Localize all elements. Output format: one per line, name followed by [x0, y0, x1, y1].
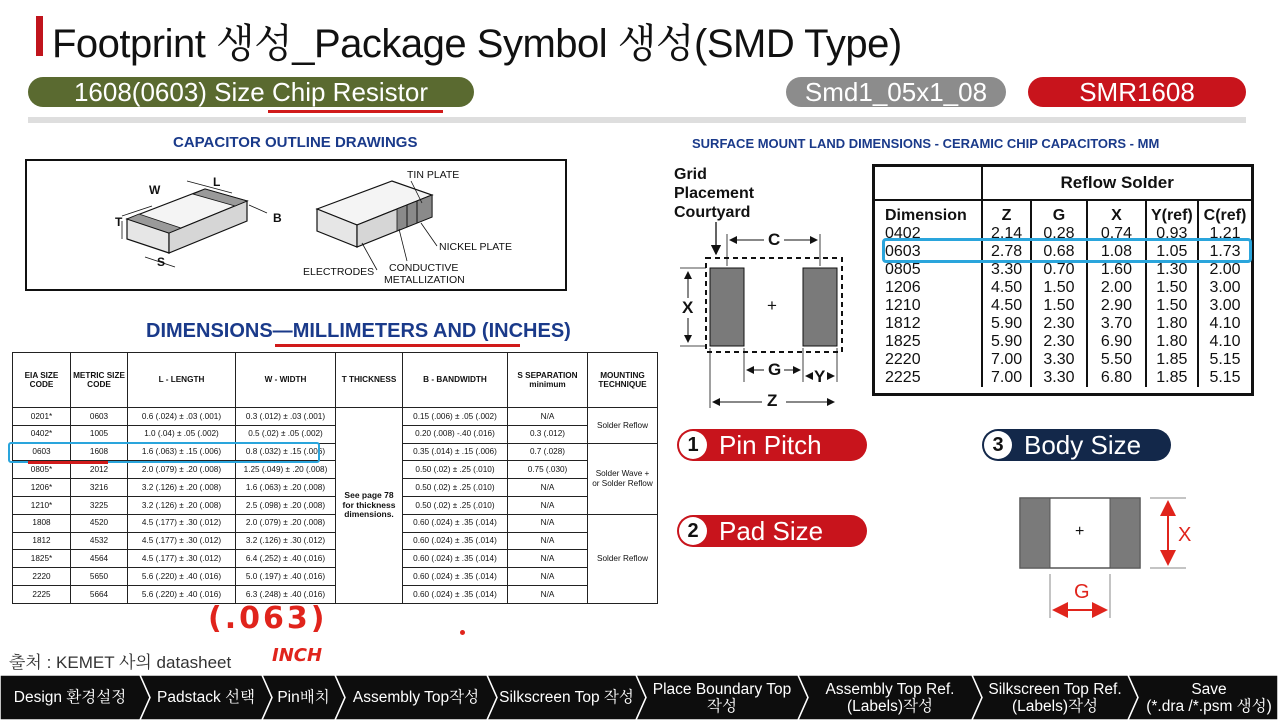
land-z-label: Z — [767, 391, 778, 410]
reflow-row — [874, 315, 1253, 333]
smr-code-pill: SMR1608 — [1028, 77, 1246, 107]
length-cell: 0.6 (.024) ± .03 (.001) — [128, 408, 236, 426]
length-cell: 1.0 (.04) ± .05 (.002) — [128, 425, 236, 443]
tin-plate-label: TIN PLATE — [407, 169, 460, 181]
table-row — [13, 585, 658, 603]
reflow-corner-cell — [874, 166, 983, 201]
separation-cell: N/A — [508, 479, 588, 497]
table-row — [13, 408, 658, 426]
reflow-value-cell: 2.90 — [1087, 297, 1145, 315]
reflow-value-cell: 7.00 — [982, 369, 1030, 387]
land-c-label: C — [768, 230, 781, 249]
reflow-value-cell: 0.93 — [1146, 225, 1198, 243]
width-cell: 0.5 (.02) ± .05 (.002) — [236, 425, 336, 443]
reflow-value-cell: 3.00 — [1198, 297, 1252, 315]
body-plus-label: + — [1075, 523, 1085, 540]
metric-cell: 2012 — [71, 461, 128, 479]
step-label: Padstack 선택 — [156, 689, 255, 706]
conductive-label: CONDUCTIVE — [389, 262, 459, 274]
reflow-value-cell: 3.30 — [1031, 369, 1087, 387]
reflow-value-cell: 1.21 — [1198, 225, 1252, 243]
length-cell: 5.6 (.220) ± .40 (.016) — [128, 585, 236, 603]
dimensions-title-suffix: MILLIMETERS AND (INCHES) — [292, 320, 571, 342]
separation-cell: 0.75 (.030) — [508, 461, 588, 479]
separation-cell: N/A — [508, 514, 588, 532]
table-row — [13, 550, 658, 568]
reflow-solder-table — [872, 164, 1254, 396]
header-separation: S SEPARATION minimum — [508, 353, 588, 408]
width-cell: 3.2 (.126) ± .30 (.012) — [236, 532, 336, 550]
title-accent-bar — [36, 16, 43, 56]
separation-cell: 0.7 (.028) — [508, 443, 588, 461]
bandwidth-cell: 0.60 (.024) ± .35 (.014) — [403, 585, 508, 603]
pad-size-text: Pad Size — [719, 516, 824, 546]
reflow-dimension-cell: 0805 — [885, 261, 921, 278]
body-size-callout — [982, 429, 1171, 461]
metric-cell: 0603 — [71, 408, 128, 426]
table-row — [13, 568, 658, 586]
eia-cell: 1812 — [13, 532, 71, 550]
table-row — [13, 514, 658, 532]
metric-cell: 4520 — [71, 514, 128, 532]
metric-cell: 5664 — [71, 585, 128, 603]
grid-label-line2: Placement — [674, 185, 755, 202]
body-x-label: X — [1178, 524, 1192, 546]
width-cell: 0.8 (.032) ± .15 (.006) — [236, 443, 336, 461]
reflow-header-cell: C(ref) — [1198, 200, 1252, 225]
separation-cell: 0.3 (.012) — [508, 425, 588, 443]
land-pattern-figure — [670, 222, 850, 417]
width-cell: 1.25 (.049) ± .20 (.008) — [236, 461, 336, 479]
bandwidth-cell: 0.50 (.02) ± .25 (.010) — [403, 479, 508, 497]
table-row — [13, 479, 658, 497]
pad-size-number: 2 — [679, 517, 707, 545]
mounting-cell: Solder Reflow — [588, 408, 658, 444]
electrodes-label: ELECTRODES — [303, 266, 375, 278]
bandwidth-cell: 0.50 (.02) ± .25 (.010) — [403, 496, 508, 514]
step-label: Assembly Top작성 — [352, 689, 480, 706]
land-g-label: G — [768, 360, 782, 379]
reflow-value-cell: 1.50 — [1146, 279, 1198, 297]
step-label: Save (*.dra /*.psm 생성) — [1146, 680, 1272, 715]
length-cell: 4.5 (.177) ± .30 (.012) — [128, 532, 236, 550]
table-row — [13, 425, 658, 443]
reflow-dimension-cell: 0402 — [885, 225, 921, 242]
bandwidth-cell: 0.15 (.006) ± .05 (.002) — [403, 408, 508, 426]
header-eia: EIA SIZE CODE — [13, 353, 71, 408]
capacitor-outline-drawing — [27, 161, 565, 289]
reflow-row — [874, 297, 1253, 315]
bandwidth-cell: 0.60 (.024) ± .35 (.014) — [403, 550, 508, 568]
reflow-dimension-cell: 2225 — [885, 369, 921, 386]
body-size-number: 3 — [984, 431, 1012, 459]
reflow-row — [874, 351, 1253, 369]
reflow-header-cell: Z — [982, 200, 1030, 225]
slide-title: Footprint 생성_Package Symbol 생성(SMD Type) — [52, 22, 902, 66]
dimensions-underline — [275, 344, 520, 347]
reflow-value-cell: 1.30 — [1146, 261, 1198, 279]
body-size-text: Body Size — [1024, 430, 1142, 460]
reflow-value-cell: 1.85 — [1146, 369, 1198, 387]
table-row — [13, 496, 658, 514]
outline-t-label: T — [115, 215, 123, 229]
bandwidth-cell: 0.60 (.024) ± .35 (.014) — [403, 532, 508, 550]
mounting-cell: Solder Reflow — [588, 514, 658, 603]
eia-cell: 0603 — [13, 443, 71, 461]
eia-cell: 2220 — [13, 568, 71, 586]
chip-resistor-pill: 1608(0603) Size Chip Resistor — [28, 77, 474, 107]
separation-cell: N/A — [508, 585, 588, 603]
outline-w-label: W — [149, 183, 161, 197]
reflow-dimension-cell: 2220 — [885, 351, 921, 368]
handwritten-inch: INCH — [272, 645, 323, 666]
length-cell: 4.5 (.177) ± .30 (.012) — [128, 550, 236, 568]
reflow-row — [874, 333, 1253, 351]
dimensions-title — [146, 320, 571, 343]
underline-0603-code — [28, 461, 108, 464]
reflow-value-cell: 2.78 — [982, 243, 1030, 261]
land-x-label: X — [682, 298, 694, 317]
reflow-header-cell: G — [1031, 200, 1087, 225]
bandwidth-cell: 0.50 (.02) ± .25 (.010) — [403, 461, 508, 479]
body-size-figure — [1010, 490, 1210, 625]
bandwidth-cell: 0.35 (.014) ± .15 (.006) — [403, 443, 508, 461]
header-width: W - WIDTH — [236, 353, 336, 408]
reflow-dimension-cell: 0603 — [885, 243, 921, 260]
reflow-value-cell: 4.50 — [982, 297, 1030, 315]
land-plus-label: + — [767, 296, 777, 315]
reflow-value-cell: 2.00 — [1087, 279, 1145, 297]
length-cell: 4.5 (.177) ± .30 (.012) — [128, 514, 236, 532]
bandwidth-cell: 0.60 (.024) ± .35 (.014) — [403, 568, 508, 586]
reflow-value-cell: 5.90 — [982, 315, 1030, 333]
width-cell: 6.3 (.248) ± .40 (.016) — [236, 585, 336, 603]
reflow-value-cell: 0.68 — [1031, 243, 1087, 261]
eia-cell: 1206* — [13, 479, 71, 497]
reflow-value-cell: 6.90 — [1087, 333, 1145, 351]
width-cell: 2.5 (.098) ± .20 (.008) — [236, 496, 336, 514]
bandwidth-cell: 0.20 (.008) -.40 (.016) — [403, 425, 508, 443]
separation-cell: N/A — [508, 532, 588, 550]
grid-label-line1: Grid — [674, 166, 707, 183]
metric-cell: 3225 — [71, 496, 128, 514]
grid-courtyard-label — [674, 165, 754, 222]
metallization-label: METALLIZATION — [384, 274, 465, 286]
step-label: Assembly Top Ref. (Labels)작성 — [825, 680, 955, 715]
dimensions-title-prefix: DIMENSIONS— — [146, 320, 293, 342]
reflow-dimension-cell: 1825 — [885, 333, 921, 350]
reflow-dimension-cell: 1210 — [885, 297, 921, 314]
step-label: Silkscreen Top 작성 — [499, 689, 634, 706]
highlight-0603-row — [8, 442, 320, 463]
step-label: Place Boundary Top 작성 — [652, 680, 792, 715]
mounting-cell: Solder Wave + or Solder Reflow — [588, 443, 658, 514]
reflow-value-cell: 1.80 — [1146, 315, 1198, 333]
reflow-header-cell: X — [1087, 200, 1145, 225]
header-mounting: MOUNTING TECHNIQUE — [588, 353, 658, 408]
reflow-header-cell: Dimension — [885, 207, 967, 224]
header-thickness: T THICKNESS — [336, 353, 403, 408]
length-cell: 1.6 (.063) ± .15 (.006) — [128, 443, 236, 461]
separation-cell: N/A — [508, 496, 588, 514]
outline-title: CAPACITOR OUTLINE DRAWINGS — [173, 134, 418, 151]
pin-pitch-number: 1 — [679, 431, 707, 459]
body-size-svg — [1010, 490, 1210, 620]
eia-cell: 1825* — [13, 550, 71, 568]
reflow-value-cell: 0.74 — [1087, 225, 1145, 243]
eia-cell: 1210* — [13, 496, 71, 514]
reflow-value-cell: 4.50 — [982, 279, 1030, 297]
reflow-value-cell: 5.15 — [1198, 351, 1252, 369]
reflow-value-cell: 1.60 — [1087, 261, 1145, 279]
reflow-group-header: Reflow Solder — [982, 166, 1252, 201]
highlight-0603-reflow-row — [882, 238, 1252, 263]
reflow-row — [874, 369, 1253, 387]
header-length: L - LENGTH — [128, 353, 236, 408]
reflow-value-cell: 2.14 — [982, 225, 1030, 243]
grid-label-line3: Courtyard — [674, 204, 751, 221]
width-cell: 1.6 (.063) ± .20 (.008) — [236, 479, 336, 497]
table-row — [13, 532, 658, 550]
width-cell: 6.4 (.252) ± .40 (.016) — [236, 550, 336, 568]
reflow-value-cell: 1.08 — [1087, 243, 1145, 261]
reflow-value-cell: 2.30 — [1031, 333, 1087, 351]
reflow-value-cell: 0.28 — [1031, 225, 1087, 243]
metric-cell: 1608 — [71, 443, 128, 461]
outline-b-label: B — [273, 211, 282, 225]
metric-cell: 3216 — [71, 479, 128, 497]
width-cell: 5.0 (.197) ± .40 (.016) — [236, 568, 336, 586]
step-label: Design 환경설정 — [13, 689, 127, 706]
body-g-label: G — [1074, 581, 1090, 603]
separation-cell: N/A — [508, 568, 588, 586]
separation-cell: N/A — [508, 550, 588, 568]
reflow-dimension-cell: 1812 — [885, 315, 921, 332]
reflow-row — [874, 261, 1253, 279]
reflow-header-row — [874, 200, 1253, 225]
outline-drawing-box — [25, 159, 567, 291]
land-dimensions-title: SURFACE MOUNT LAND DIMENSIONS - CERAMIC CHIP CAPACITORS - MM — [692, 136, 1160, 151]
reflow-dimension-cell: 1206 — [885, 279, 921, 296]
width-cell: 2.0 (.079) ± .20 (.008) — [236, 514, 336, 532]
length-cell: 3.2 (.126) ± .20 (.008) — [128, 479, 236, 497]
reflow-value-cell: 1.73 — [1198, 243, 1252, 261]
eia-cell: 0805* — [13, 461, 71, 479]
bandwidth-cell: 0.60 (.024) ± .35 (.014) — [403, 514, 508, 532]
outline-l-label: L — [213, 175, 221, 189]
reflow-value-cell: 0.70 — [1031, 261, 1087, 279]
separation-cell: N/A — [508, 408, 588, 426]
reflow-value-cell: 1.05 — [1146, 243, 1198, 261]
reflow-value-cell: 1.80 — [1146, 333, 1198, 351]
handwritten-063: (.063) — [208, 601, 328, 636]
width-cell: 0.3 (.012) ± .03 (.001) — [236, 408, 336, 426]
reflow-value-cell: 4.10 — [1198, 333, 1252, 351]
length-cell: 3.2 (.126) ± .20 (.008) — [128, 496, 236, 514]
reflow-header-cell: Y(ref) — [1146, 200, 1198, 225]
reflow-row — [874, 279, 1253, 297]
eia-cell: 1808 — [13, 514, 71, 532]
metric-cell: 5650 — [71, 568, 128, 586]
outline-s-label: S — [157, 255, 166, 269]
pin-pitch-callout — [677, 429, 867, 461]
header-bandwidth: B - BANDWIDTH — [403, 353, 508, 408]
header-divider — [28, 117, 1246, 123]
eia-cell: 0402* — [13, 425, 71, 443]
reflow-value-cell: 1.85 — [1146, 351, 1198, 369]
reflow-value-cell: 6.80 — [1087, 369, 1145, 387]
reflow-value-cell: 5.15 — [1198, 369, 1252, 387]
reflow-value-cell: 7.00 — [982, 351, 1030, 369]
reflow-value-cell: 2.30 — [1031, 315, 1087, 333]
pin-pitch-text: Pin Pitch — [719, 430, 822, 460]
reflow-value-cell: 4.10 — [1198, 315, 1252, 333]
kemet-dimensions-table — [12, 352, 658, 604]
reflow-value-cell: 3.30 — [982, 261, 1030, 279]
reflow-value-cell: 3.00 — [1198, 279, 1252, 297]
length-cell: 2.0 (.079) ± .20 (.008) — [128, 461, 236, 479]
metric-cell: 4532 — [71, 532, 128, 550]
table-row — [13, 461, 658, 479]
reflow-value-cell: 1.50 — [1031, 297, 1087, 315]
reflow-value-cell: 1.50 — [1031, 279, 1087, 297]
thickness-note-cell: See page 78 for thickness dimensions. — [336, 408, 403, 604]
pad-size-callout — [677, 515, 867, 547]
length-cell: 5.6 (.220) ± .40 (.016) — [128, 568, 236, 586]
header-metric: METRIC SIZE CODE — [71, 353, 128, 408]
chip-resistor-underline — [268, 110, 443, 113]
metric-cell: 1005 — [71, 425, 128, 443]
metric-cell: 4564 — [71, 550, 128, 568]
reflow-value-cell: 5.50 — [1087, 351, 1145, 369]
nickel-plate-label: NICKEL PLATE — [439, 241, 512, 253]
reflow-value-cell: 3.30 — [1031, 351, 1087, 369]
reflow-value-cell: 2.00 — [1198, 261, 1252, 279]
land-y-label: Y — [814, 367, 826, 386]
step-label: Silkscreen Top Ref. (Labels)작성 — [988, 680, 1122, 715]
smd-name-pill: Smd1_05x1_08 — [786, 77, 1006, 107]
reflow-value-cell: 1.50 — [1146, 297, 1198, 315]
reflow-value-cell: 5.90 — [982, 333, 1030, 351]
step-label: Pin배치 — [277, 689, 330, 706]
red-dot — [460, 630, 465, 635]
eia-cell: 0201* — [13, 408, 71, 426]
eia-cell: 2225 — [13, 585, 71, 603]
reflow-value-cell: 3.70 — [1087, 315, 1145, 333]
source-note: 출처 : KEMET 사의 datasheet — [9, 653, 232, 672]
